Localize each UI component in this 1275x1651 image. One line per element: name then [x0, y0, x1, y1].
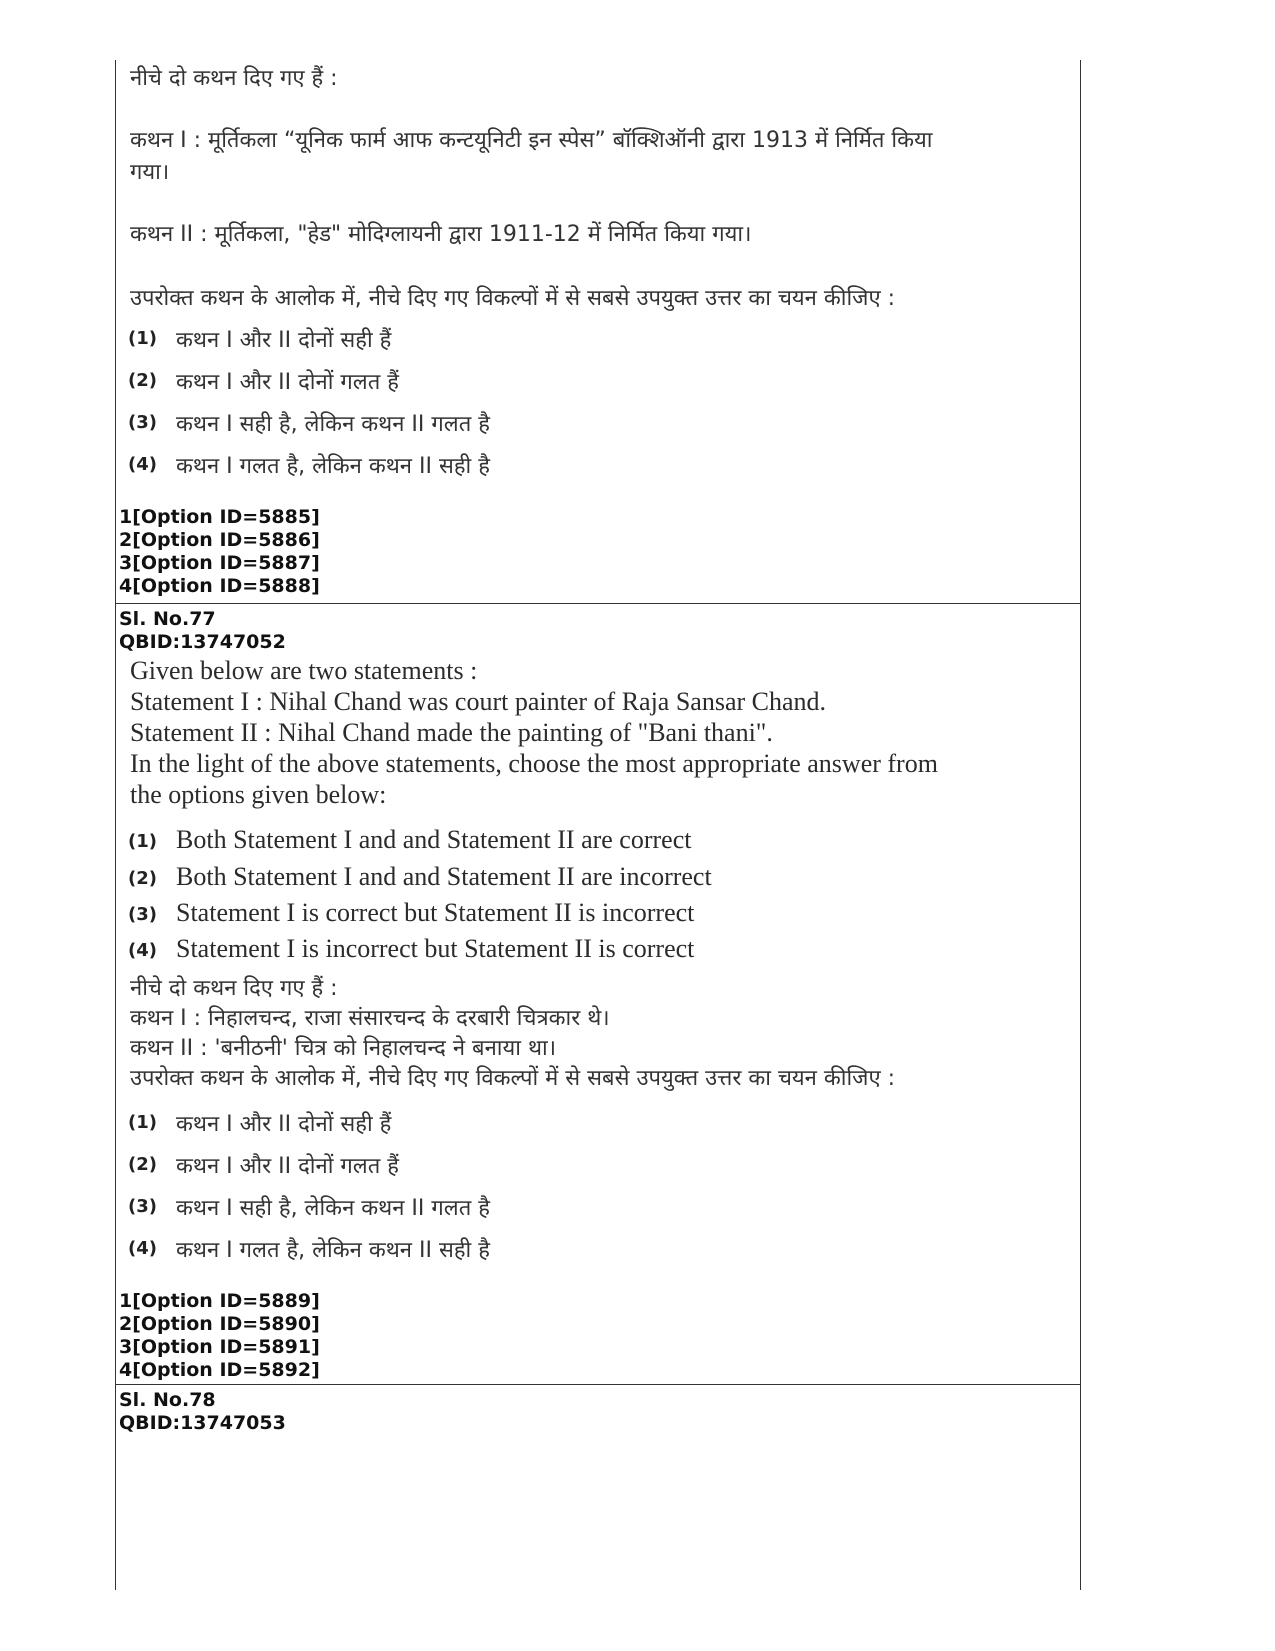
option-text: कथन I सही है, लेकिन कथन II गलत है: [176, 1196, 490, 1221]
divider: [116, 603, 1080, 604]
option-number: (3): [128, 1196, 157, 1217]
q77-option-id-2: 2[Option ID=5890]: [119, 1313, 320, 1335]
option-text: कथन I और II दोनों सही हैं: [176, 328, 392, 353]
option-number: (3): [128, 904, 157, 925]
question-frame: [115, 60, 1081, 1590]
option-text: Both Statement I and and Statement II are incorrect: [176, 862, 712, 891]
option-number: (1): [128, 328, 157, 349]
q76-hindi-statement1-cont: गया।: [130, 160, 170, 185]
q77-hi-line-2: कथन I : निहालचन्द, राजा संसारचन्द के दरबारी चित्रकार थे।: [130, 1006, 610, 1031]
q77-en-line-3: Statement II : Nihal Chand made the painting of "Bani thani".: [130, 718, 773, 747]
option-text: कथन I गलत है, लेकिन कथन II सही है: [176, 1238, 490, 1263]
q77-hi-line-3: कथन II : 'बनीठनी' चित्र को निहालचन्द ने बनाया था।: [130, 1036, 557, 1061]
option-text: कथन I सही है, लेकिन कथन II गलत है: [176, 412, 490, 437]
option-number: (2): [128, 868, 157, 889]
option-text: Both Statement I and and Statement II are correct: [176, 825, 692, 854]
q76-hindi-intro: नीचे दो कथन दिए गए हैं :: [130, 66, 338, 91]
option-number: (4): [128, 1238, 157, 1259]
option-number: (2): [128, 1154, 157, 1175]
q77-option-id-3: 3[Option ID=5891]: [119, 1336, 320, 1358]
q76-option-id-3: 3[Option ID=5887]: [119, 552, 320, 574]
q77-en-line-1: Given below are two statements :: [130, 656, 478, 685]
q77-sl-no: Sl. No.77: [119, 608, 216, 630]
q76-hindi-statement2: कथन II : मूर्तिकला, "हेड" मोदिग्लायनी द्वारा 1911-12 में निर्मित किया गया।: [130, 222, 752, 247]
option-text: कथन I और II दोनों गलत हैं: [176, 1154, 399, 1179]
q76-option-id-2: 2[Option ID=5886]: [119, 529, 320, 551]
q77-option-id-1: 1[Option ID=5889]: [119, 1290, 320, 1312]
q77-option-id-4: 4[Option ID=5892]: [119, 1359, 320, 1381]
q77-hi-line-4: उपरोक्त कथन के आलोक में, नीचे दिए गए विकल्पों में से सबसे उपयुक्त उत्तर का चयन कीजिए :: [130, 1066, 896, 1091]
q76-hindi-prompt: उपरोक्त कथन के आलोक में, नीचे दिए गए विकल्पों में से सबसे उपयुक्त उत्तर का चयन कीजिए :: [130, 286, 896, 311]
option-text: कथन I गलत है, लेकिन कथन II सही है: [176, 454, 490, 479]
option-number: (1): [128, 831, 157, 852]
option-number: (3): [128, 412, 157, 433]
q77-qbid: QBID:13747052: [119, 631, 286, 653]
q78-sl-no: Sl. No.78: [119, 1389, 216, 1411]
option-text: कथन I और II दोनों सही हैं: [176, 1112, 392, 1137]
q77-hi-line-1: नीचे दो कथन दिए गए हैं :: [130, 976, 338, 1001]
option-text: Statement I is correct but Statement II is incorrect: [176, 898, 695, 927]
q77-en-line-5: the options given below:: [130, 780, 387, 809]
q78-qbid: QBID:13747053: [119, 1412, 286, 1434]
option-number: (2): [128, 370, 157, 391]
option-number: (1): [128, 1112, 157, 1133]
option-number: (4): [128, 454, 157, 475]
q77-en-line-2: Statement I : Nihal Chand was court painter of Raja Sansar Chand.: [130, 687, 827, 716]
option-text: Statement I is incorrect but Statement II is correct: [176, 934, 695, 963]
q77-en-line-4: In the light of the above statements, choose the most appropriate answer from: [130, 749, 938, 778]
q76-option-id-4: 4[Option ID=5888]: [119, 575, 320, 597]
option-text: कथन I और II दोनों गलत हैं: [176, 370, 399, 395]
divider: [116, 1384, 1080, 1385]
q76-hindi-statement1: कथन I : मूर्तिकला “यूनिक फार्म आफ कन्टयूनिटी इन स्पेस” बॉक्शिऑनी द्वारा 1913 में निर्मित किया: [130, 128, 933, 153]
q76-option-id-1: 1[Option ID=5885]: [119, 506, 320, 528]
option-number: (4): [128, 940, 157, 961]
